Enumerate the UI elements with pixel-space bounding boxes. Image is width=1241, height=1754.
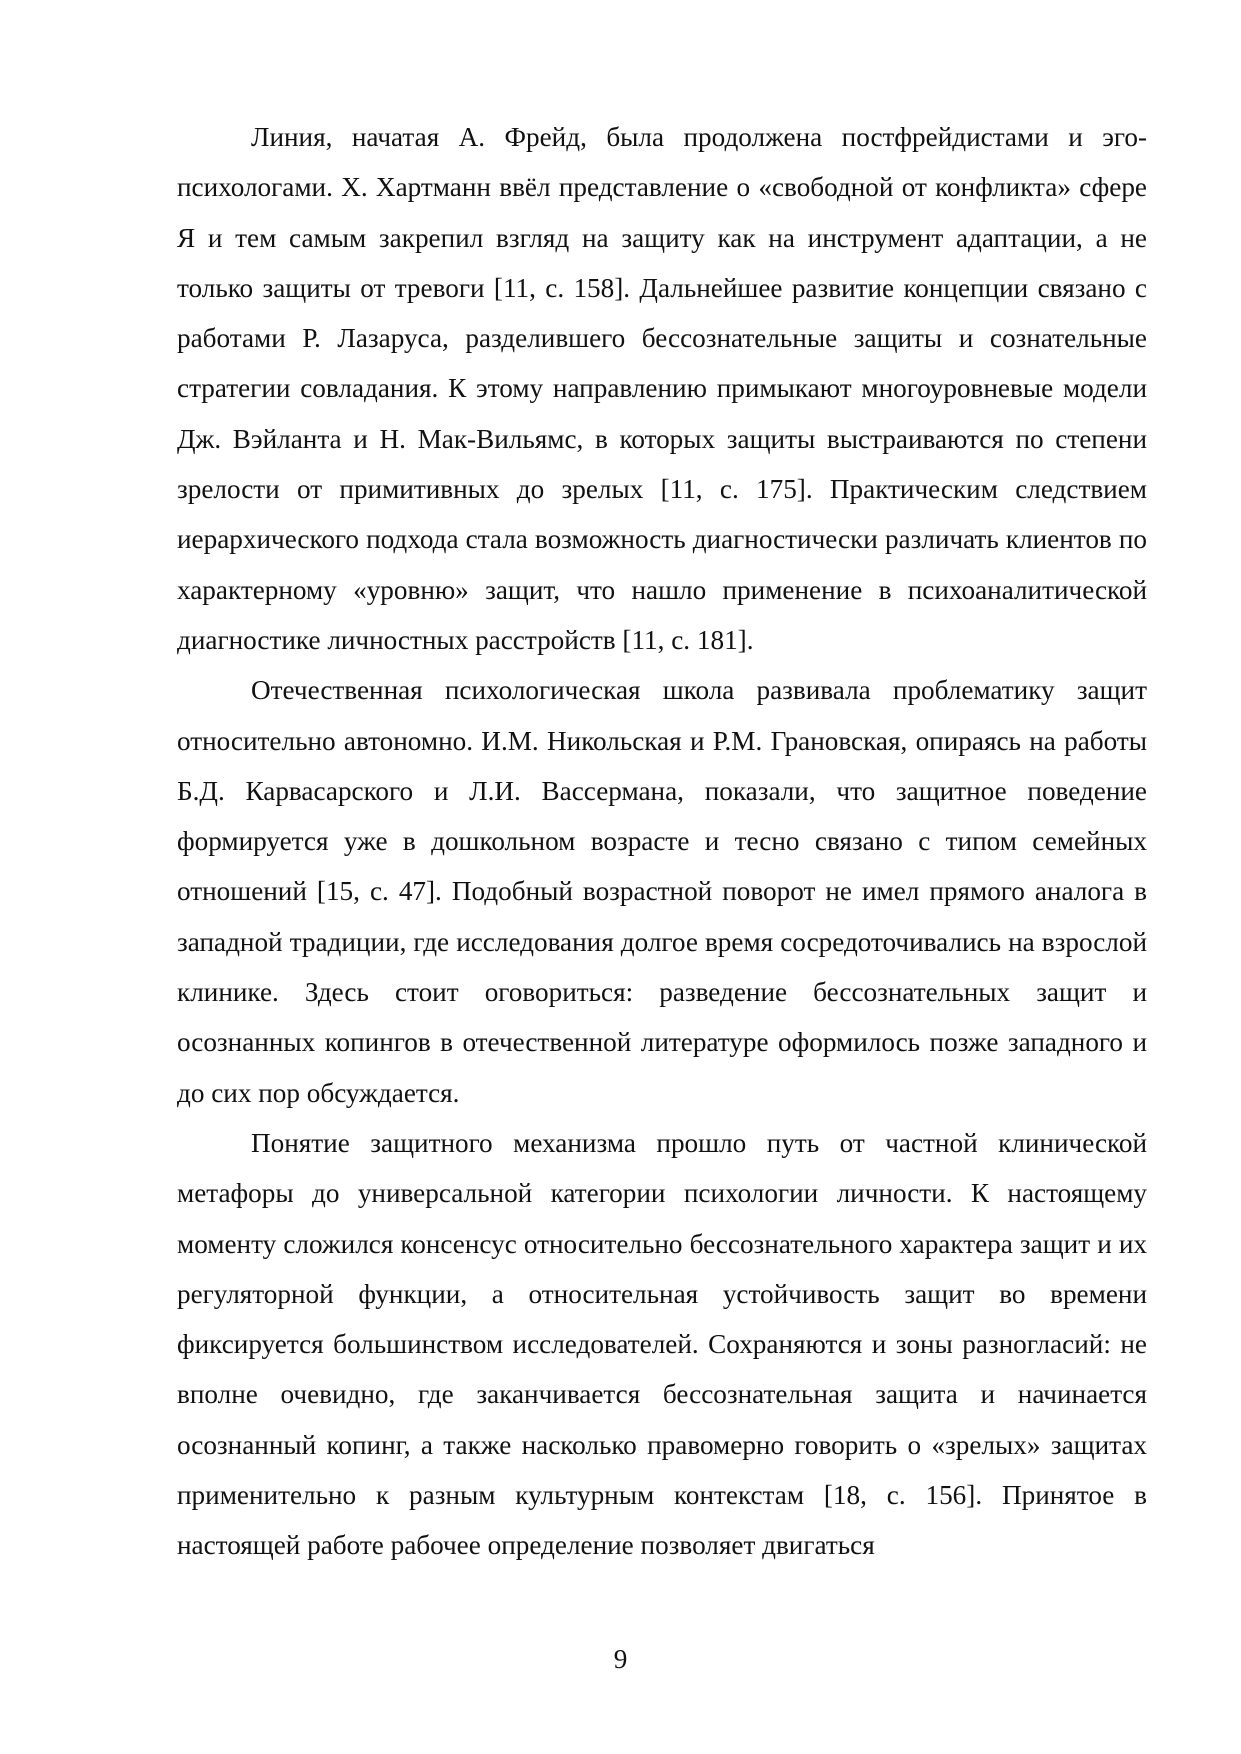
page-number: 9 (613, 1644, 628, 1674)
paragraph-1: Линия, начатая А. Фрейд, была продолжена постфрейдистами и эго-психологами. Х. Хартманн ввёл представление о «свободной от конфликта» сфере Я и тем самым закрепил взгляд на защиту как на инструмент адаптации, а не только защиты от тревоги [11, с. 158]. Дальнейшее развитие концепции связано с работами Р. Лазаруса, разделившего бессознательные защиты и сознательные стратегии совладания. К этому направлению примыкают многоуровневые модели Дж. Вэйланта и Н. Мак-Вильямс, в которых защиты выстраиваются по степени зрелости от примитивных до зрелых [11, с. 175]. Практическим следствием иерархического подхода стала возможность диагностически различать клиентов по характерному «уровню» защит, что нашло применение в психоаналитической диагностике личностных расстройств [11, с. 181]. (177, 122, 1147, 655)
paragraph-3: Понятие защитного механизма прошло путь от частной клинической метафоры до универсальной категории психологии личности. К настоящему моменту сложился консенсус относительно бессознательного характера защит и их регуляторной функции, а относительная устойчивость защит во времени фиксируется большинством исследователей. Сохраняются и зоны разногласий: не вполне очевидно, где заканчивается бессознательная защита и начинается осознанный копинг, а также насколько правомерно говорить о «зрелых» защитах применительно к разным культурным контекстам [18, с. 156]. Принятое в настоящей работе рабочее определение позволяет двигаться (177, 1127, 1147, 1561)
text-body (177, 112, 1147, 1571)
paragraph-2: Отечественная психологическая школа развивала проблематику защит относительно автономно. И.М. Никольская и Р.М. Грановская, опираясь на работы Б.Д. Карвасарского и Л.И. Вассермана, показали, что защитное поведение формируется уже в дошкольном возрасте и тесно связано с типом семейных отношений [15, с. 47]. Подобный возрастной поворот не имел прямого аналога в западной традиции, где исследования долгое время сосредоточивались на взрослой клинике. Здесь стоит оговориться: разведение бессознательных защит и осознанных копингов в отечественной литературе оформилось позже западного и до сих пор обсуждается. (177, 675, 1147, 1108)
